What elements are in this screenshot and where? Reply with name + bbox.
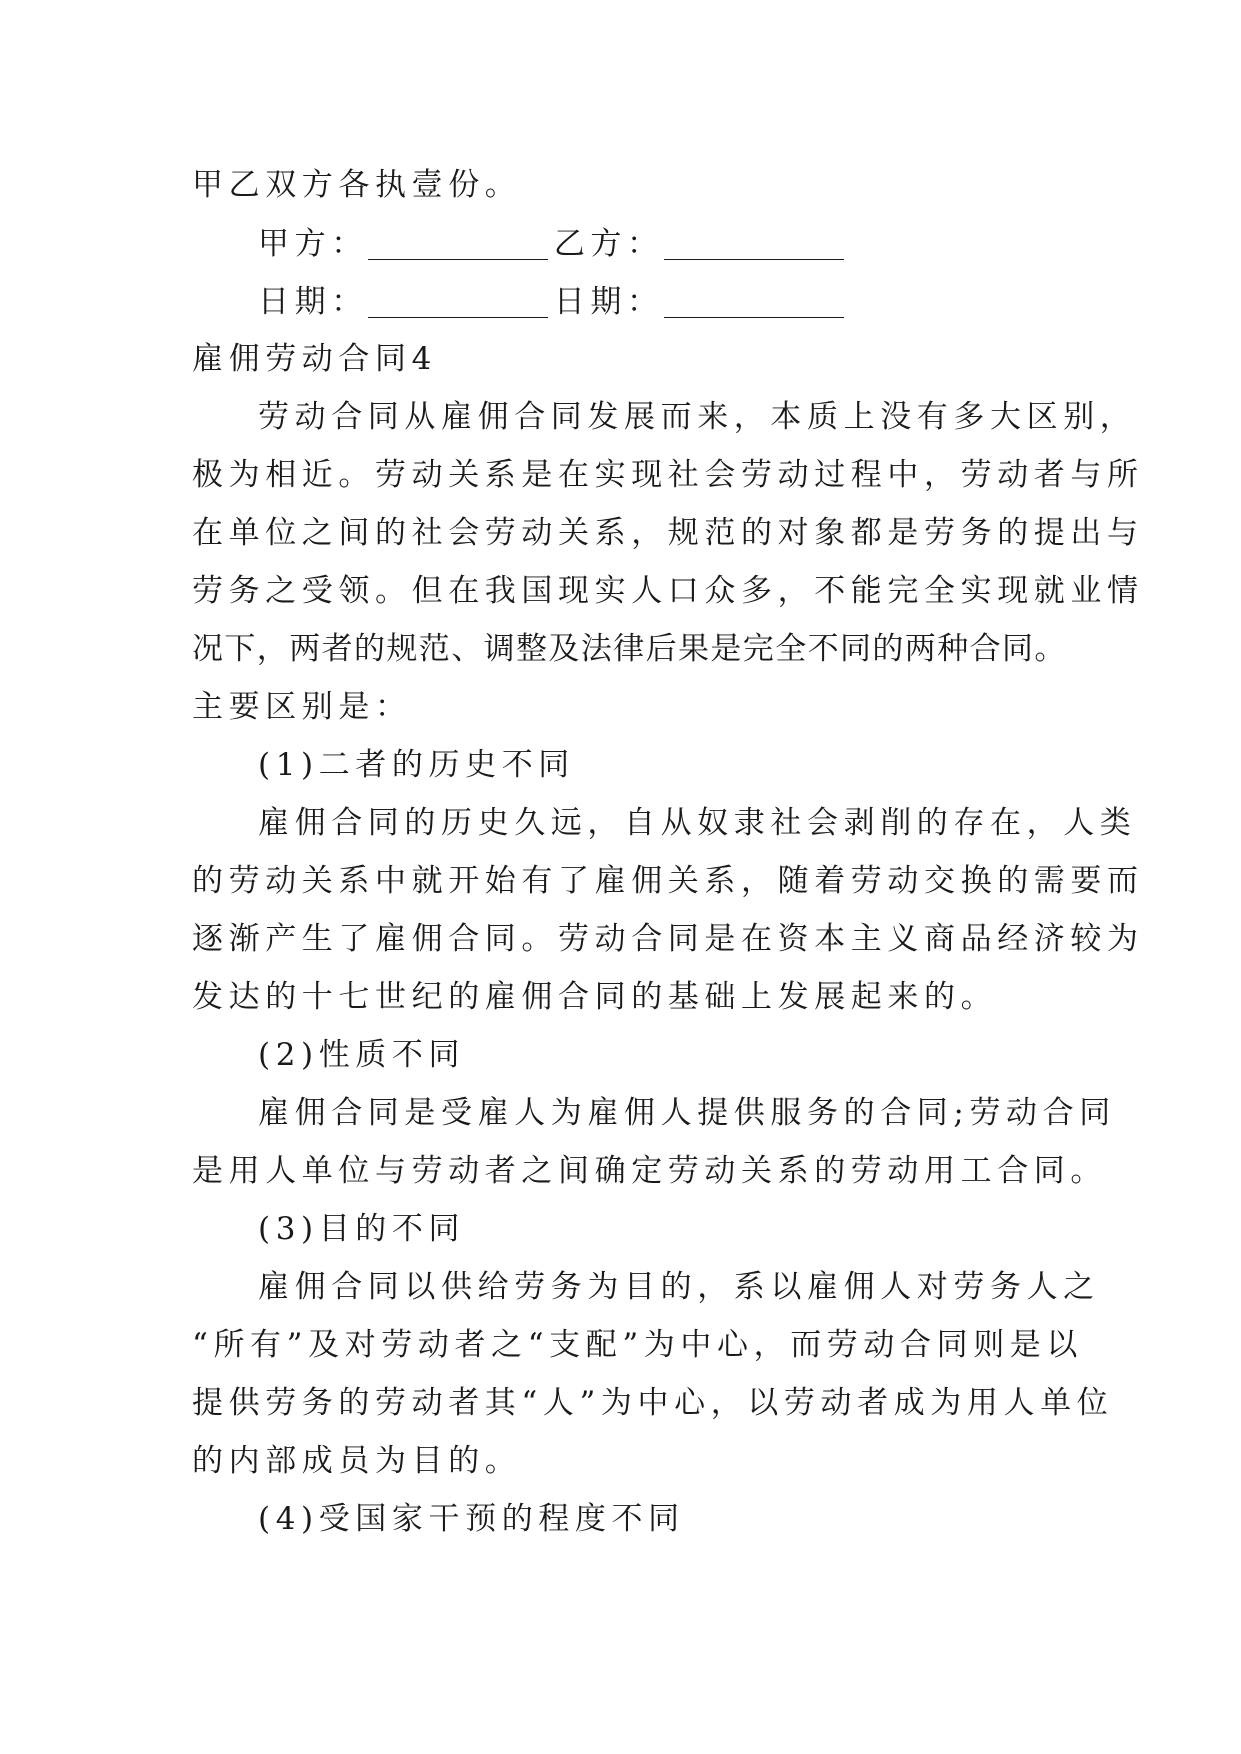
paragraph-line: 逐渐产生了雇佣合同。劳动合同是在资本主义商品经济较为 — [192, 921, 1144, 957]
paragraph-line: 况下，两者的规范、调整及法律后果是完全不同的两种合同。 — [192, 631, 1067, 667]
party-a-blank — [368, 228, 548, 260]
date-b-label: 日期： — [553, 284, 664, 320]
paragraph-line: 极为相近。劳动关系是在实现社会劳动过程中，劳动者与所 — [192, 457, 1144, 493]
point-heading: (4)受国家干预的程度不同 — [258, 1501, 685, 1537]
paragraph-line: 劳务之受领。但在我国现实人口众多，不能完全实现就业情 — [192, 573, 1144, 609]
point-heading: (3)目的不同 — [258, 1211, 466, 1247]
signature-row-dates — [258, 286, 844, 318]
party-a-label: 甲方： — [258, 226, 368, 262]
paragraph-line: 提供劳务的劳动者其“人”为中心，以劳动者成为用人单位 — [192, 1385, 1114, 1421]
paragraph-line: 在单位之间的社会劳动关系，规范的对象都是劳务的提出与 — [192, 515, 1144, 551]
signature-row-parties — [258, 228, 844, 260]
paragraph-line: 的劳动关系中就开始有了雇佣关系，随着劳动交换的需要而 — [192, 863, 1144, 899]
paragraph-line: 雇佣合同是受雇人为雇佣人提供服务的合同;劳动合同 — [258, 1095, 1116, 1131]
section-title: 雇佣劳动合同4 — [192, 341, 437, 377]
paragraph-line: 发达的十七世纪的雇佣合同的基础上发展起来的。 — [192, 979, 998, 1015]
closing-line: 甲乙双方各执壹份。 — [192, 167, 522, 203]
paragraph-line: 是用人单位与劳动者之间确定劳动关系的劳动用工合同。 — [192, 1153, 1107, 1189]
date-a-blank — [368, 286, 548, 318]
date-b-blank — [664, 286, 844, 318]
point-heading: (1)二者的历史不同 — [258, 747, 575, 783]
paragraph-line: “所有”及对劳动者之“支配”为中心，而劳动合同则是以 — [192, 1327, 1083, 1363]
date-a-label: 日期： — [258, 284, 368, 320]
point-heading: (2)性质不同 — [258, 1037, 466, 1073]
paragraph-line: 雇佣合同以供给劳务为目的，系以雇佣人对劳务人之 — [258, 1269, 1100, 1305]
paragraph-line: 劳动合同从雇佣合同发展而来，本质上没有多大区别， — [258, 399, 1137, 435]
party-b-label: 乙方： — [553, 226, 664, 262]
party-b-blank — [664, 228, 844, 260]
paragraph-line: 主要区别是： — [192, 689, 412, 725]
paragraph-line: 雇佣合同的历史久远，自从奴隶社会剥削的存在，人类 — [258, 805, 1137, 841]
paragraph-line: 的内部成员为目的。 — [192, 1443, 522, 1479]
